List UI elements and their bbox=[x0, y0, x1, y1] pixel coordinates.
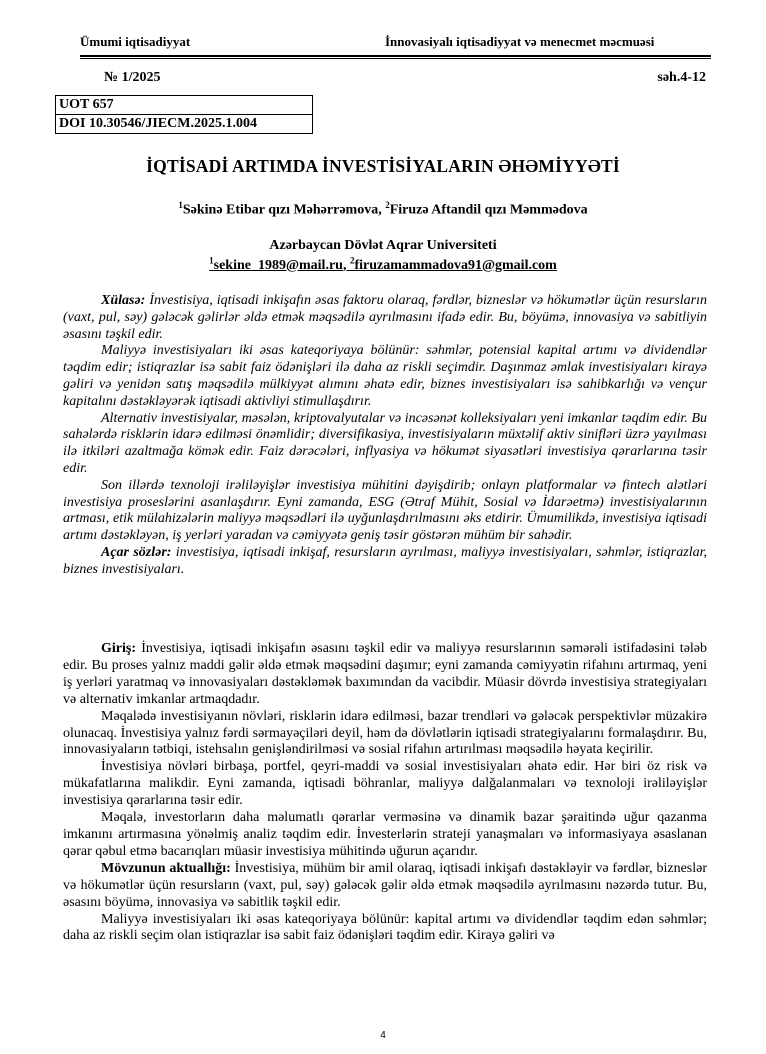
abstract-paragraph: Alternativ investisiyalar, məsələn, kriptovalyutalar və incəsənət kolleksiyaları yeni imkanlar təqdim edir. Bu sahələrdə risklərin idarə edilməsi önəmlidir; diversifikasiya, investisiyaların müxtəlif aktiv sinifləri üzrə yayılması ilə itkiləri azaltmağa kömək edir. Faiz dərəcələri, inflyasiya və hökumət siyasətləri investisiya qərarlarına təsir edir. bbox=[63, 410, 707, 476]
affiliation: Azərbaycan Dövlət Aqrar Universiteti bbox=[269, 238, 497, 253]
relevance-paragraph bbox=[63, 861, 707, 912]
udc-code: UOT 657 bbox=[59, 97, 114, 112]
article-body bbox=[63, 641, 707, 945]
relevance-text: İnvestisiya, mühüm bir amil olaraq, iqtisadi inkişafı dəstəkləyir və fərdlər, bizneslər və hökumətlər üçün resursların (vaxt, pul, səy) gələcək gəlir əldə etmək məqsədilə ayrılmasını nəzərdə tutur. Bu, əsasını böyümə, innovasiya və sabitlik təşkil edir. bbox=[63, 860, 708, 910]
author-2-name: Firuzə Aftandil qızı Məmmədova bbox=[389, 202, 588, 218]
abstract-text: İnvestisiya, iqtisadi inkişafın əsas faktoru olaraq, fərdlər, bizneslər və hökumətlər üçün resursların (vaxt, pul, səy) gələcək gəlirlər əldə etmək məqsədilə ayrılmasını ifadə edir. Bu, böyümə, innovasiya və sabitliyin əsasını təşkil edir. bbox=[63, 293, 708, 342]
article-title: İQTİSADİ ARTIMDA İNVESTİSİYALARIN ƏHƏMİYYƏTİ bbox=[146, 156, 620, 176]
body-paragraph: Məqalədə investisiyanın növləri, risklərin idarə edilməsi, bazar trendləri və gələcək perspektivlər müzakirə olunacaq. İnvestisiya yalnız fərdi sərmayəçiləri deyil, həm də dövlətlərin iqtisadi strategiyalarını formalaşdırır. Bu, innovasiyaların tətbiqi, istehsalın genişləndirilməsi və sosial rifahın artırılması məqsədilə həyata keçirilir. bbox=[63, 708, 707, 758]
relevance-label: Mövzunun aktuallığı: bbox=[101, 860, 231, 876]
intro-paragraph bbox=[63, 641, 707, 709]
email-list bbox=[0, 255, 766, 274]
abstract-label: Xülasə: bbox=[101, 293, 146, 308]
email-1-address: sekine_1989@mail.ru bbox=[213, 257, 343, 273]
abstract-paragraph bbox=[63, 293, 707, 343]
header-divider bbox=[80, 55, 711, 59]
page-number: 4 bbox=[380, 1030, 386, 1041]
page-range: səh.4-12 bbox=[657, 70, 706, 85]
author-1-index: 1 bbox=[178, 200, 183, 210]
journal-name: İnnovasiyalı iqtisadiyyat və menecmet məcmuəsi bbox=[385, 34, 655, 49]
email-2-address: firuzamammadova91@gmail.com bbox=[354, 257, 557, 273]
email-1-link[interactable]: $^1$sekine_1989@mail.ru, bbox=[209, 255, 350, 273]
abstract-paragraph: Maliyyə investisiyaları iki əsas kateqoriyaya bölünür: səhmlər, potensial kapital artımı və dividendlər təqdim edir; istiqrazlar isə sabit faiz ödənişləri ilə daha az riskli seçimdir. Daşınmaz əmlak investisiyaları kirayə gəliri və yenidən satış məqsədilə mülkiyyət alımını əhatə edir, biznes investisiyaları isə sahibkarlığı və vençur kapitalını dəstəkləyərək iqtisadi aktivliyi stimullaşdırır. bbox=[63, 343, 707, 409]
abstract-paragraph: Son illərdə texnoloji irəliləyişlər investisiya mühitini dəyişdirib; onlayn platformalar və fintech alətləri investisiya proseslərini asanlaşdırır. Eyni zamanda, ESG (Ətraf Mühit, Sosial və İdarəetmə) investisiyalarının artması, etik mülahizələrin maliyyə məqsədləri ilə uyğunlaşdırılmasını əks etdirir. Ümumilikdə, investisiya iqtisadi artımı dəstəkləyən, iş yerləri yaradan və cəmiyyətə geniş təsir göstərən mühüm bir sahədir. bbox=[63, 477, 707, 544]
intro-label: Giriş: bbox=[101, 641, 136, 656]
email-2-link[interactable] bbox=[349, 255, 557, 273]
author-list: $^1$Səkinə Etibar qızı Məhərrəmova, $^2$Firuzə Aftandil qızı Məmmədova bbox=[178, 200, 588, 218]
body-paragraph: Maliyyə investisiyaları iki əsas kateqoriyaya bölünür: kapital artımı və dividendlər təqdim edən səhmlər; daha az riskli seçim olan istiqrazlar isə sabit faiz ödənişləri təqdim edir. Kirayə gəliri və bbox=[63, 911, 707, 944]
keywords-label: Açar sözlər: bbox=[101, 544, 172, 560]
author-2-index: 2 bbox=[385, 200, 390, 210]
abstract bbox=[63, 293, 707, 579]
email-1-index: 1 bbox=[209, 255, 214, 265]
journal-section: Ümumi iqtisadiyyat bbox=[80, 34, 191, 49]
identifier-box bbox=[55, 95, 313, 134]
email-2-index: 2 bbox=[349, 255, 355, 265]
body-paragraph: Məqalə, investorların daha məlumatlı qərarlar verməsinə və dinamik bazar şəraitində uğur qazanma imkanını artırmasına yönəlmiş analiz təqdim edir. İnvesterlərin strateji yanaşmaları və informasiyaya əsaslanan qərar qəbul etmə bacarıqları müasir investisiya mühitində uğurun açarıdır. bbox=[63, 810, 707, 859]
intro-text: İnvestisiya, iqtisadi inkişafın əsasını təşkil edir və maliyyə resurslarının səmərəli istifadəsini tələb edir. Bu proses yalnız maddi gəlir əldə etmək məqsədini daşımır; eyni zamanda cəmiyyətin rifahını artırmaq, yeni iş yerləri yaratmaq və innovasiyaları dəstəkləmək baxımından da vacibdir. Müasir dövrdə investisiya strategiyaları və alternativ imkanlar artmaqdadır. bbox=[63, 641, 708, 707]
issue-number: № 1/2025 bbox=[104, 70, 161, 85]
author-1-name: Səkinə Etibar qızı Məhərrəmova bbox=[182, 202, 379, 218]
keywords bbox=[63, 545, 707, 579]
doi: DOI 10.30546/JIECM.2025.1.004 bbox=[56, 114, 312, 133]
keywords-text: investisiya, iqtisadi inkişaf, resursların ayrılması, maliyyə investisiyaları, səhmlər, istiqrazlar, biznes investisiyaları. bbox=[63, 544, 707, 577]
body-paragraph: İnvestisiya növləri birbaşa, portfel, qeyri-maddi və sosial investisiyaları əhatə edir. Hər biri öz risk və mükafatlarına malikdir. Eyni zamanda, iqtisadi böhranlar, maliyyə dalğalanmaları və texnoloji irəliləyişlər investisiya qərarlarına təsir edir. bbox=[63, 759, 707, 809]
